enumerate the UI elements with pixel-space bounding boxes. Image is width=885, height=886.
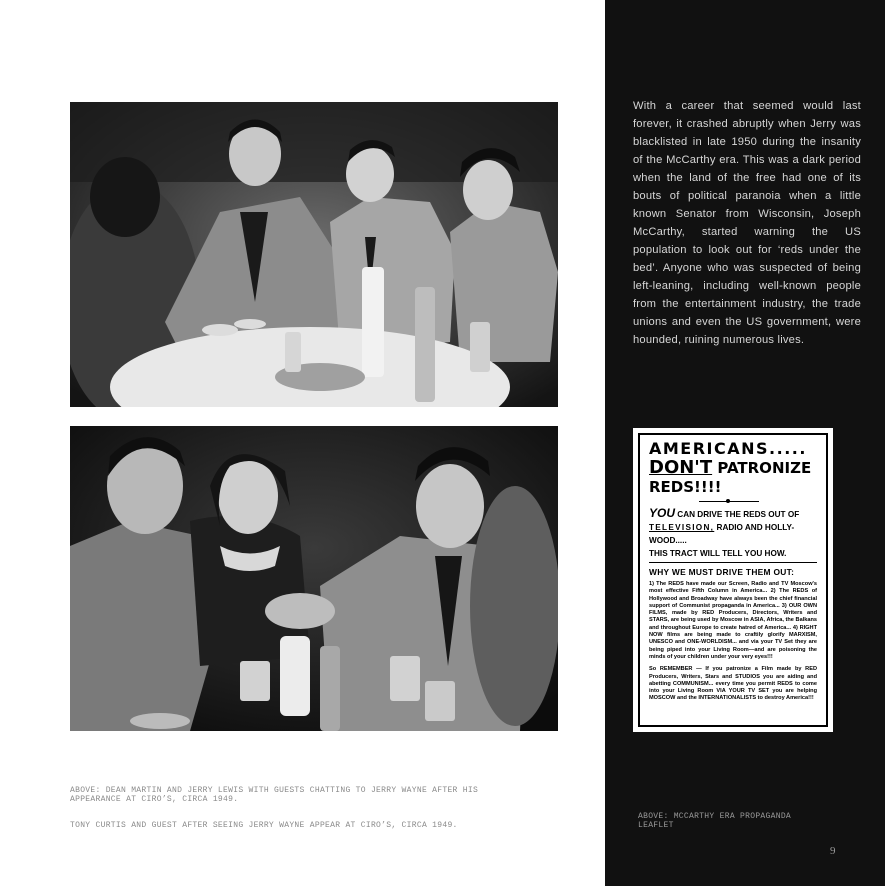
- leaflet-television: TELEVISION,: [649, 523, 715, 532]
- caption-leaflet: ABOVE: MCCARTHY ERA PROPAGANDA LEAFLET: [638, 812, 792, 830]
- photo-nightclub-table-image: [70, 102, 558, 407]
- leaflet-headline-2: [649, 458, 817, 497]
- page-number: 9: [830, 845, 836, 857]
- leaflet-tract: THIS TRACT WILL TELL YOU HOW.: [649, 549, 787, 558]
- leaflet-intro-a: CAN DRIVE THE REDS OUT OF: [677, 510, 800, 519]
- leaflet-dont: DON'T: [649, 457, 713, 478]
- photo-handshake-image: [70, 426, 558, 731]
- caption-photo-2: TONY CURTIS AND GUEST AFTER SEEING JERRY WAYNE APPEAR AT CIRO’S, CIRCA 1949.: [70, 821, 458, 830]
- photo-handshake: [70, 426, 558, 731]
- leaflet-you: YOU: [649, 506, 676, 520]
- leaflet-border: [638, 433, 828, 727]
- leaflet-intro-b: RADIO AND HOLLY-WOOD.....: [649, 523, 795, 545]
- caption-photo-1: ABOVE: DEAN MARTIN AND JERRY LEWIS WITH GUESTS CHATTING TO JERRY WAYNE AFTER HIS APPEARANCE AT CIRO’S, CIRCA 1949.: [70, 786, 479, 804]
- leaflet-divider-ornament: [649, 497, 817, 507]
- leaflet-headline-1: AMERICANS.....: [649, 439, 807, 458]
- propaganda-leaflet: [633, 428, 833, 732]
- leaflet-rule: [649, 562, 817, 563]
- leaflet-patronize: PATRONIZE REDS!!!!: [649, 459, 812, 496]
- leaflet-intro: [649, 507, 817, 547]
- photo-nightclub-table: [70, 102, 558, 407]
- body-paragraph: With a career that seemed would last forever, it crashed abruptly when Jerry was blacklisted in late 1950 during the insanity of the McCarthy era. This was a dark period when the land of the free had one of its bouts of political paranoia when a little known Senator from Wisconsin, Joseph McCarthy, started warning the US population to look out for ‘reds under the bed’. Anyone who was suspected of being left-leaning, including well-known people from the entertainment industry, the trade unions and even the US government, were hounded, ruining numerous lives.: [633, 100, 861, 346]
- leaflet-body-1: 1) The REDS have made our Screen, Radio and TV Moscow's most effective Fifth Column in America... 2) The REDS of Hollywood and Broadway have always been the chief financial support of Communist propaganda in America... 3) OUR OWN FILMS, made by RED Producers, Directors, Writers and STARS, are being used by Moscow in ASIA, Africa, the Balkans and throughout Europe to create hatred of America... 4) RIGHT NOW films are being made to craftily glorify MARXISM, UNESCO and ONE-WORLDISM... and via your TV Set they are being piped into your Living Room—and are poisoning the minds of your children under your very eyes!!!: [649, 581, 817, 660]
- leaflet-why: WHY WE MUST DRIVE THEM OUT:: [649, 567, 795, 577]
- leaflet-body-2: So REMEMBER — If you patronize a Film made by RED Producers, Writers, Stars and STUDIOS you are aiding and abetting COMMUNISM... every time you permit REDS to come into your Living Room VIA YOUR TV SET you are helping MOSCOW and the INTERNATIONALISTS to destroy America!!!: [649, 666, 817, 702]
